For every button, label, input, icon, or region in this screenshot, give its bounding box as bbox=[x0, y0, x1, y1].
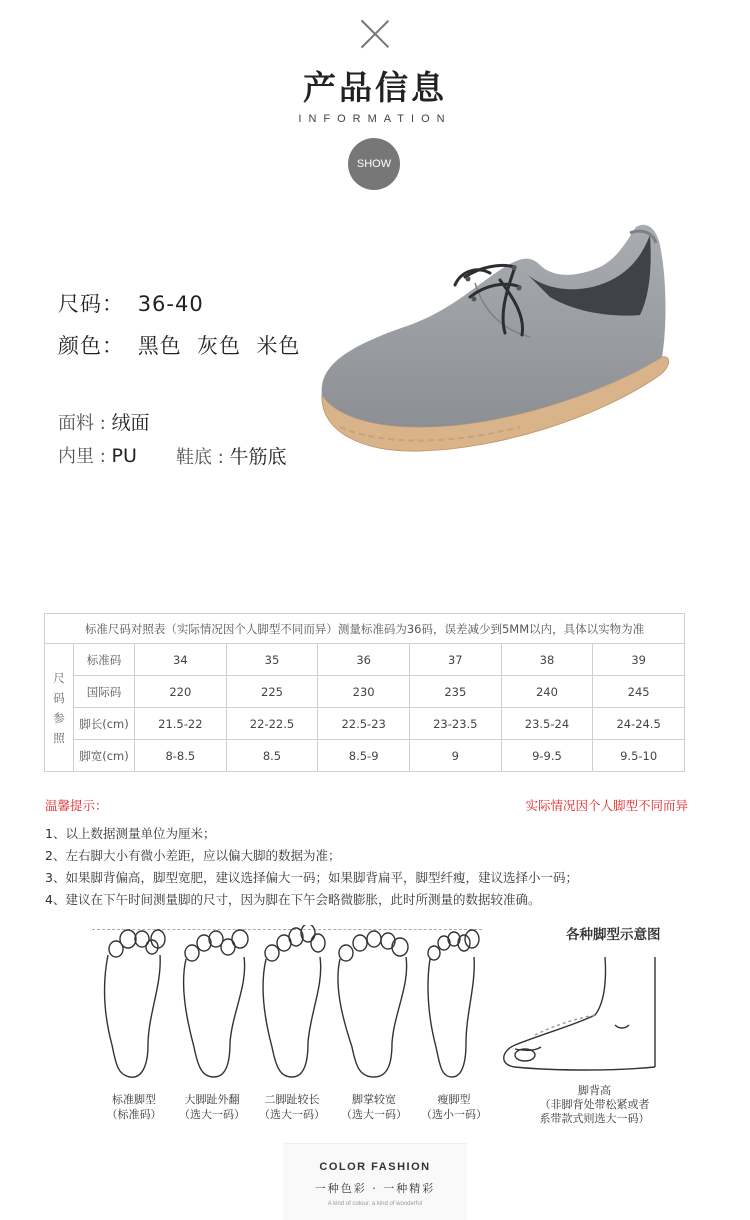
tip-line: 1、以上数据测量单位为厘米； bbox=[45, 826, 216, 841]
size-group-label-text: 尺码参照 bbox=[53, 670, 65, 745]
table-cell: 9 bbox=[409, 740, 501, 772]
size-spec bbox=[58, 288, 204, 318]
show-badge: SHOW bbox=[348, 138, 400, 190]
table-cell: 225 bbox=[226, 676, 318, 708]
page-subtitle: INFORMATION bbox=[298, 113, 452, 125]
table-cell: 23-23.5 bbox=[409, 708, 501, 740]
tips-label: 温馨提示： bbox=[45, 798, 108, 813]
table-cell: 35 bbox=[226, 644, 318, 676]
upper-value: 绒面 bbox=[111, 412, 150, 434]
foot-types-title: 各种脚型示意图 bbox=[566, 927, 661, 943]
foot-wide-icon bbox=[338, 931, 408, 1077]
table-cell: 21.5-22 bbox=[135, 708, 227, 740]
table-cell: 8.5 bbox=[226, 740, 318, 772]
table-cell: 9-9.5 bbox=[501, 740, 593, 772]
table-cell: 37 bbox=[409, 644, 501, 676]
size-group-label bbox=[45, 644, 74, 772]
foot-caption-standard: 标准脚型 （标准码） bbox=[106, 1093, 162, 1121]
sole-spec bbox=[176, 442, 287, 469]
footer-title: COLOR FASHION bbox=[319, 1161, 431, 1173]
tips-right-note: 实际情况因个人脚型不同而异 bbox=[525, 798, 688, 813]
foot-outlines bbox=[90, 925, 490, 1090]
table-cell: 220 bbox=[135, 676, 227, 708]
table-cell: 36 bbox=[318, 644, 410, 676]
foot-caption-wide: 脚掌较宽 （选大一码） bbox=[341, 1093, 407, 1121]
close-x-icon bbox=[361, 20, 389, 48]
footer-slogan: 一种色彩 · 一种精彩 bbox=[314, 1182, 436, 1195]
sole-label: 鞋底 : bbox=[176, 447, 224, 468]
table-row bbox=[45, 708, 685, 740]
row-label: 脚长(cm) bbox=[74, 708, 135, 740]
size-label: 尺码： bbox=[58, 292, 124, 316]
table-cell: 8.5-9 bbox=[318, 740, 410, 772]
lining-value: PU bbox=[111, 445, 137, 467]
table-cell: 22.5-23 bbox=[318, 708, 410, 740]
row-label: 脚宽(cm) bbox=[74, 740, 135, 772]
size-table-caption: 标准尺码对照表（实际情况因个人脚型不同而异）测量标准码为36码，误差减少到5MM以内，具体以实物为准 bbox=[45, 614, 685, 644]
table-row bbox=[45, 676, 685, 708]
foot-caption-slim: 瘦脚型 （选小一码） bbox=[421, 1093, 487, 1121]
tip-line: 2、左右脚大小有微小差距，应以偏大脚的数据为准； bbox=[45, 848, 341, 863]
lining-spec bbox=[58, 442, 137, 468]
foot-caption-long-second-toe: 二脚趾较长 （选大一码） bbox=[259, 1093, 325, 1121]
size-chart-table bbox=[44, 613, 685, 772]
upper-spec bbox=[58, 408, 150, 435]
table-cell: 22-22.5 bbox=[226, 708, 318, 740]
foot-bunion-icon bbox=[184, 930, 248, 1077]
table-cell: 24-24.5 bbox=[593, 708, 685, 740]
upper-label: 面料 : bbox=[58, 413, 106, 434]
table-cell: 230 bbox=[318, 676, 410, 708]
size-value: 36-40 bbox=[137, 292, 204, 316]
instep-caption: 脚背高 （非脚背处带松紧或者 系带款式则选大一码） bbox=[539, 1084, 650, 1125]
table-row bbox=[45, 644, 685, 676]
sole-value: 牛筋底 bbox=[229, 446, 287, 468]
table-cell: 34 bbox=[135, 644, 227, 676]
row-label: 标准码 bbox=[74, 644, 135, 676]
foot-caption-bunion: 大脚趾外翻 （选大一码） bbox=[179, 1093, 245, 1121]
lining-label: 内里 : bbox=[58, 446, 106, 467]
footer-english: A kind of colour, a kind of wonderful bbox=[327, 1201, 423, 1207]
table-cell: 39 bbox=[593, 644, 685, 676]
foot-slim-icon bbox=[428, 930, 479, 1077]
table-cell: 9.5-10 bbox=[593, 740, 685, 772]
table-cell: 23.5-24 bbox=[501, 708, 593, 740]
high-instep-foot-icon bbox=[495, 955, 670, 1075]
tip-line: 3、如果脚背偏高，脚型宽肥，建议选择偏大一码；如果脚背扁平，脚型纤瘦，建议选择小一码； bbox=[45, 870, 578, 885]
color-label: 颜色： bbox=[58, 334, 124, 358]
foot-standard-icon bbox=[105, 930, 165, 1077]
shoe-image bbox=[300, 205, 700, 485]
table-cell: 38 bbox=[501, 644, 593, 676]
table-row bbox=[45, 740, 685, 772]
table-cell: 245 bbox=[593, 676, 685, 708]
table-cell: 8-8.5 bbox=[135, 740, 227, 772]
footer-brand bbox=[283, 1143, 467, 1220]
tip-line: 4、建议在下午时间测量脚的尺寸，因为脚在下午会略微膨胀，此时所测量的数据较准确。 bbox=[45, 892, 541, 907]
table-cell: 240 bbox=[501, 676, 593, 708]
foot-long-second-toe-icon bbox=[263, 925, 325, 1077]
table-cell: 235 bbox=[409, 676, 501, 708]
color-value: 黑色 灰色 米色 bbox=[137, 334, 301, 358]
row-label: 国际码 bbox=[74, 676, 135, 708]
page-title: 产品信息 bbox=[303, 68, 447, 107]
color-spec bbox=[58, 330, 300, 360]
